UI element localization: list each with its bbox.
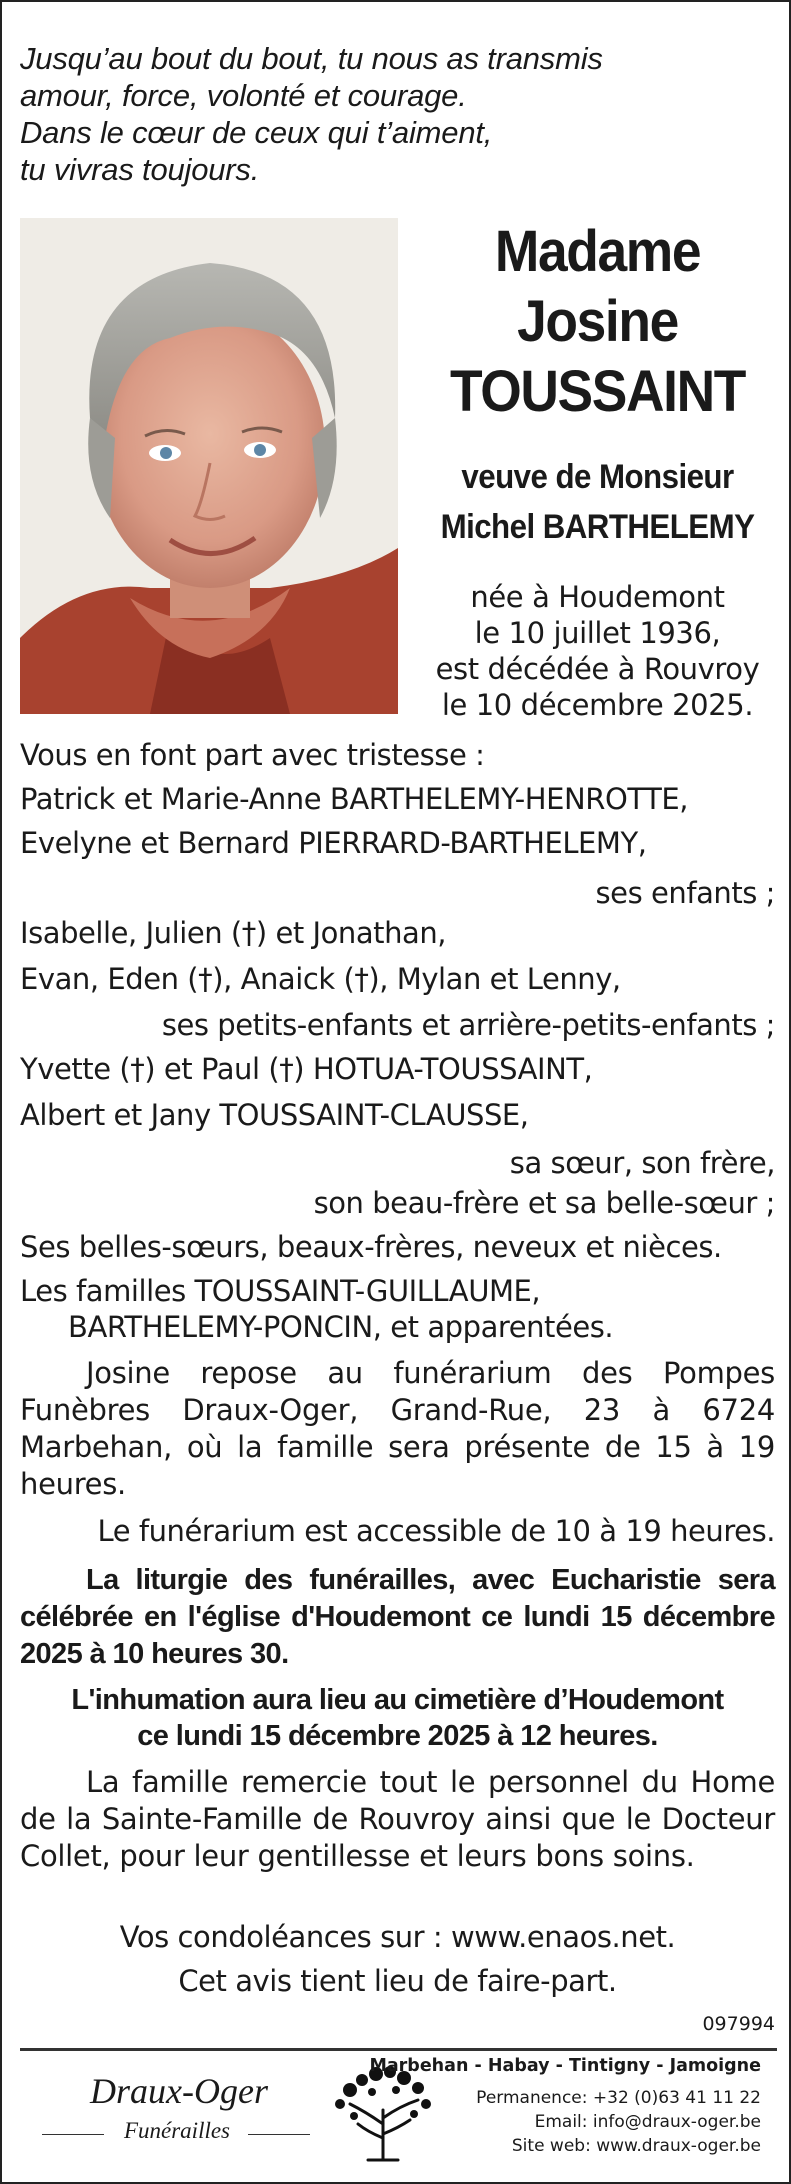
spouse-name: Michel BARTHELEMY bbox=[440, 508, 755, 546]
condolences-line: Vos condoléances sur : www.enaos.net. bbox=[119, 1920, 676, 1954]
widow-line: veuve de Monsieur bbox=[461, 458, 734, 496]
footer-divider bbox=[20, 2048, 777, 2051]
repose-paragraph: Josine repose au funérarium des Pompes Funèbres Draux-Oger, Grand-Rue, 23 à 6724 Marbehan, où la famille sera présente de 15 à 19 heures. bbox=[20, 1356, 775, 1501]
funeral-home-logo-name: Draux-Oger bbox=[90, 2071, 268, 2111]
locations: Marbehan - Habay - Tintigny - Jamoigne bbox=[369, 2056, 761, 2076]
memorial-quote bbox=[20, 40, 603, 188]
siblings-label: son beau-frère et sa belle-sœur ; bbox=[313, 1186, 775, 1220]
faire-part-line: Cet avis tient lieu de faire-part. bbox=[178, 1964, 617, 1998]
burial-line: ce lundi 15 décembre 2025 à 12 heures. bbox=[137, 1720, 658, 1752]
quote-line: tu vivras toujours. bbox=[20, 152, 260, 187]
last-name: TOUSSAINT bbox=[450, 359, 745, 424]
grandchildren-line: Evan, Eden (†), Anaick (†), Mylan et Lenny, bbox=[20, 962, 621, 996]
siblings-label: sa sœur, son frère, bbox=[509, 1146, 775, 1180]
birth-date: le 10 juillet 1936, bbox=[474, 616, 721, 650]
phone: Permanence: +32 (0)63 41 11 22 bbox=[476, 2088, 761, 2108]
quote-line: Dans le cœur de ceux qui t’aiment, bbox=[20, 115, 493, 150]
funerarium-hours: Le funérarium est accessible de 10 à 19 heures. bbox=[97, 1514, 775, 1548]
burial-line: L'inhumation aura lieu au cimetière d’Houdemont bbox=[71, 1684, 724, 1716]
funeral-home-logo-subtitle: Funérailles bbox=[123, 2118, 231, 2143]
grandchildren-label: ses petits-enfants et arrière-petits-enfants ; bbox=[161, 1008, 775, 1042]
portrait-photo bbox=[20, 218, 398, 714]
quote-line: Jusqu’au bout du bout, tu nous as transmis bbox=[20, 41, 603, 76]
children-line: Evelyne et Bernard PIERRARD-BARTHELEMY, bbox=[20, 826, 647, 860]
families-line: BARTHELEMY-PONCIN, et apparentées. bbox=[68, 1310, 614, 1344]
email: Email: info@draux-oger.be bbox=[534, 2112, 761, 2132]
grandchildren-line: Isabelle, Julien (†) et Jonathan, bbox=[20, 916, 447, 950]
title-madame: Madame bbox=[494, 219, 701, 284]
siblings-line: Yvette (†) et Paul (†) HOTUA-TOUSSAINT, bbox=[20, 1052, 593, 1086]
family-intro: Vous en font part avec tristesse : bbox=[20, 738, 485, 772]
siblings-line: Albert et Jany TOUSSAINT-CLAUSSE, bbox=[20, 1098, 529, 1132]
first-name: Josine bbox=[517, 289, 678, 354]
liturgy-paragraph: La liturgie des funérailles, avec Eucharistie sera célébrée en l'église d'Houdemont ce lundi 15 décembre 2025 à 10 heures 30. bbox=[20, 1564, 775, 1670]
logo-rule-right bbox=[248, 2134, 310, 2135]
quote-line: amour, force, volonté et courage. bbox=[20, 78, 467, 113]
death-line: est décédée à Rouvroy bbox=[435, 652, 760, 686]
website: Site web: www.draux-oger.be bbox=[511, 2136, 761, 2156]
children-label: ses enfants ; bbox=[595, 876, 775, 910]
death-date: le 10 décembre 2025. bbox=[441, 688, 754, 722]
families-line: Les familles TOUSSAINT-GUILLAUME, bbox=[20, 1274, 541, 1308]
birth-line: née à Houdemont bbox=[470, 580, 725, 614]
thanks-paragraph: La famille remercie tout le personnel du Home de la Sainte-Famille de Rouvroy ainsi que le Docteur Collet, pour leur gentillesse et leurs bons soins. bbox=[20, 1765, 775, 1873]
children-line: Patrick et Marie-Anne BARTHELEMY-HENROTTE, bbox=[20, 782, 689, 816]
reference-number: 097994 bbox=[702, 2013, 775, 2035]
relatives-line: Ses belles-sœurs, beaux-frères, neveux et nièces. bbox=[20, 1230, 722, 1264]
